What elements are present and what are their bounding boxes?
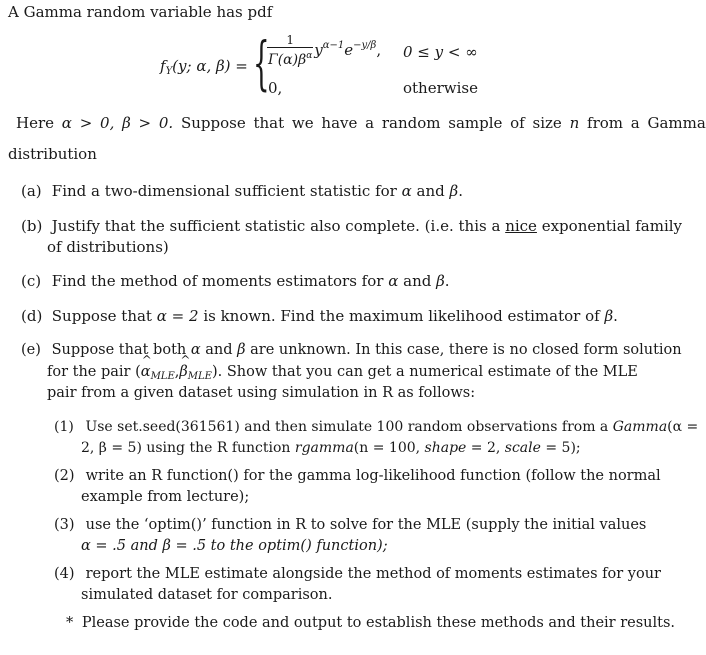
part-e-line-1: (e) Suppose that both α and β are unknown. In this case, there is no closed form solution xyxy=(21,342,682,358)
subpart-4-line-2: simulated dataset for comparison. xyxy=(81,587,333,603)
subpart-1-line-2: 2, β = 5) using the R function rgamma(n = 100, shape = 2, scale = 5); xyxy=(81,440,581,456)
left-brace: { xyxy=(253,29,270,97)
note-star: * xyxy=(66,615,74,631)
note-text: Please provide the code and output to establish these methods and their results. xyxy=(81,615,676,631)
note xyxy=(66,615,675,631)
subpart-4-line-1: (4) report the MLE estimate alongside the method of moments estimates for your xyxy=(54,566,661,582)
case1-expression: $\frac{1}{\Gamma(\alpha)\beta^\alpha}$ $y^{\alpha-1}e^{-y/\beta}$, xyxy=(268,33,382,68)
intro-text: A Gamma random variable has pdf xyxy=(8,3,273,21)
subpart-3-line-2: α = .5 and β = .5 to the optim() function); xyxy=(81,538,388,554)
case2-value: 0, xyxy=(268,79,283,97)
paragraph-line-1: Here α > 0, β > 0. Suppose that we have a random sample of size n from a Gamma xyxy=(16,114,706,132)
pdf-fraction: $\frac{1}{\Gamma(\alpha)\beta^\alpha}$ xyxy=(268,33,313,68)
part-e-line-2: for the pair (^ $\alpha_{MLE},\^{}$ $\beta_{MLE}$). Show that you can get a numerical estimate of the MLE xyxy=(47,364,638,382)
case1-condition: 0 ≤ y < ∞ xyxy=(403,43,478,61)
pdf-equation xyxy=(160,31,490,101)
subpart-2-line-1: (2) write an R function() for the gamma log-likelihood function (follow the normal xyxy=(54,468,661,484)
subpart-1-line-1: (1) Use set.seed(361561) and then simulate 100 random observations from a Gamma(α = xyxy=(54,419,699,435)
case2-condition: otherwise xyxy=(403,79,478,97)
pdf-lhs: $f_Y(y$; α, β) = xyxy=(160,57,248,77)
nice-underlined-word: nice xyxy=(505,217,537,235)
part-b-line-2: of distributions) xyxy=(47,238,169,256)
part-d: (d) Suppose that α = 2 is known. Find the maximum likelihood estimator of β. xyxy=(21,307,618,325)
part-c: (c) Find the method of moments estimators for α and β. xyxy=(21,272,450,290)
part-a: (a) Find a two-dimensional sufficient statistic for α and β. xyxy=(21,182,463,200)
subpart-3-line-1: (3) use the ‘optim()’ function in R to solve for the MLE (supply the initial values xyxy=(54,517,647,533)
part-b-line-1: (b) Justify that the sufficient statistic also complete. (i.e. this a nice exponential family xyxy=(21,217,683,235)
part-e-line-3: pair from a given dataset using simulation in R as follows: xyxy=(47,385,476,401)
subpart-2-line-2: example from lecture); xyxy=(81,489,250,505)
paragraph-line-2: distribution xyxy=(8,145,97,163)
